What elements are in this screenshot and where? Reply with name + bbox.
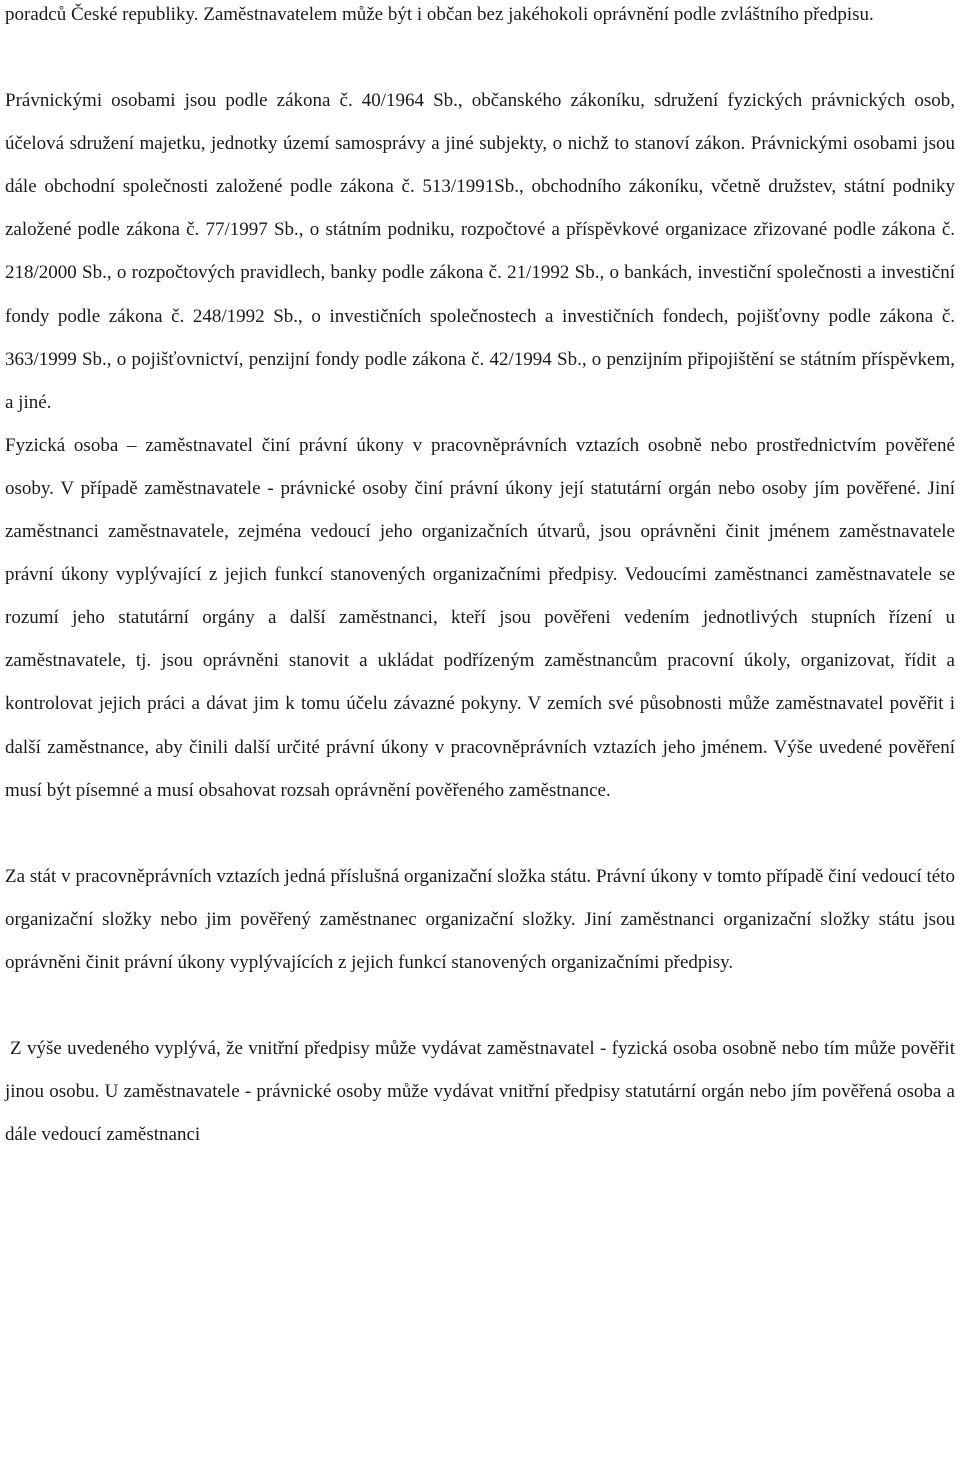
paragraph-legal-acts: Fyzická osoba – zaměstnavatel činí právní úkony v pracovněprávních vztazích osobně nebo prostřednictvím pověřené osoby. V případě zaměstnavatele - právnické osoby činí právní úkony její statutární orgán nebo osoby jím pověřené. Jiní zaměstnanci zaměstnavatele, zejména vedoucí jeho organizačních útvarů, jsou oprávněni činit jménem zaměstnavatele právní úkony vyplývající z jejich funkcí stanovených organizačními předpisy. Vedoucími zaměstnanci zaměstnavatele se rozumí jeho statutární orgány a další zaměstnanci, kteří jsou pověřeni vedením jednotlivých stupních řízení u zaměstnavatele, tj. jsou oprávněni stanovit a ukládat podřízeným zaměstnancům pracovní úkoly, organizovat, řídit a kontrolovat jejich práci a dávat jim k tomu účelu závazné pokyny. V zemích své působnosti může zaměstnavatel pověřit i další zaměstnance, aby činili další určité právní úkony v pracovněprávních vztazích jeho jménem. Výše uvedené pověření musí být písemné a musí obsahovat rozsah oprávnění pověřeného zaměstnance.: [5, 434, 955, 801]
paragraph-legal-entities: Právnickými osobami jsou podle zákona č. 40/1964 Sb., občanského zákoníku, sdružení fyzických právnických osob, účelová sdružení majetku, jednotky území samosprávy a jiné subjekty, o nichž to stanoví zákon. Právnickými osobami jsou dále obchodní společnosti založené podle zákona č. 513/1991Sb., obchodního zákoníku, včetně družstev, státní podniky založené podle zákona č. 77/1997 Sb., o státním podniku, rozpočtové a příspěvkové organizace zřizované podle zákona č. 218/2000 Sb., o rozpočtových pravidlech, banky podle zákona č. 21/1992 Sb., o bankách, investiční společnosti a investiční fondy podle zákona č. 248/1992 Sb., o investičních společnostech a investičních fondech, pojišťovny podle zákona č. 363/1999 Sb., o pojišťovnictví, penzijní fondy podle zákona č. 42/1994 Sb., o penzijním připojištění se státním příspěvkem, a jiné.: [5, 90, 955, 413]
paragraph-state: Za stát v pracovněprávních vztazích jedná příslušná organizační složka státu. Právní úkony v tomto případě činí vedoucí této organizační složky nebo jim pověřený zaměstnanec organizační složky. Jiní zaměstnanci organizační složky státu jsou oprávněni činit právní úkony vyplývajících z jejich funkcí stanovených organizačními předpisy.: [5, 865, 955, 973]
document-body: [5, 0, 955, 1156]
paragraph-employer-definition: poradců České republiky. Zaměstnavatelem může být i občan bez jakéhokoli oprávnění podle zvláštního předpisu.: [5, 4, 874, 25]
paragraph-internal-regulations: Z výše uvedeného vyplývá, že vnitřní předpisy může vydávat zaměstnavatel - fyzická osoba osobně nebo tím může pověřit jinou osobu. U zaměstnavatele - právnické osoby může vydávat vnitřní předpisy statutární orgán nebo jím pověřená osoba a dále vedoucí zaměstnanci: [5, 1037, 955, 1146]
